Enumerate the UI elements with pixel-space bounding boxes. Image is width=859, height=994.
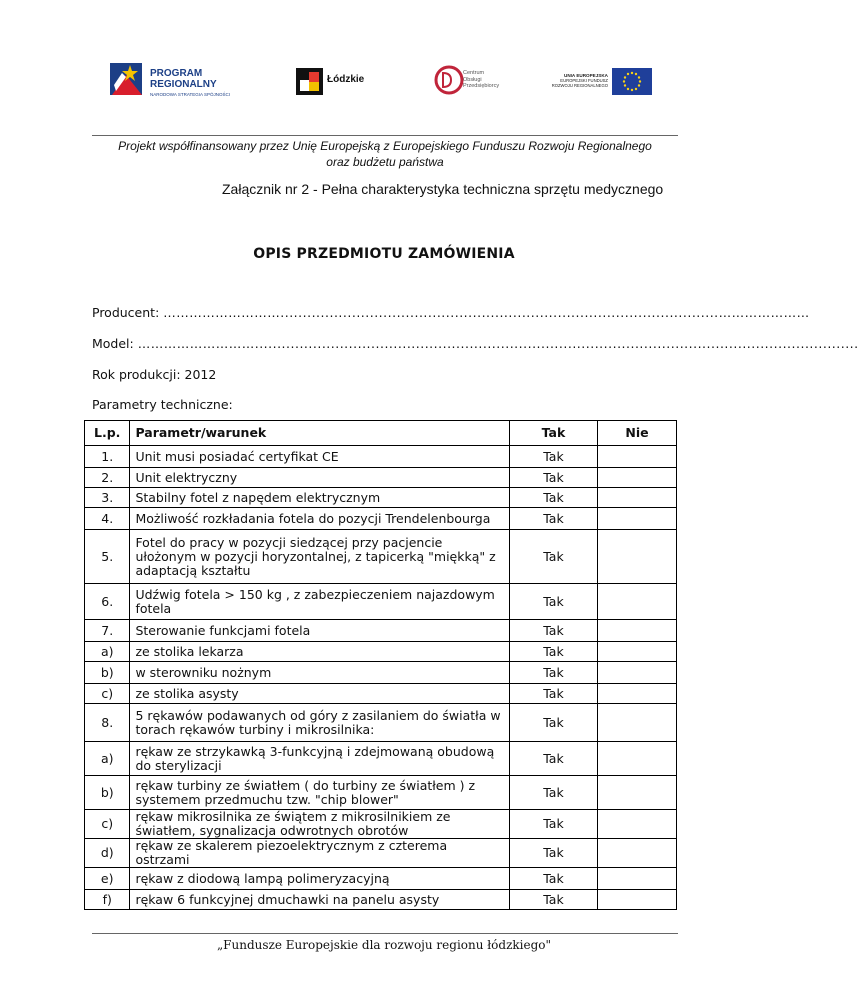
lodzkie-emblem-icon [296,68,323,95]
row-lp: a) [85,642,130,662]
row-lp: d) [85,839,130,868]
table-row [85,776,677,810]
table-row [85,868,677,890]
row-tak: Tak [509,890,597,910]
eu-flag-icon [612,68,652,95]
table-row [85,584,677,620]
row-lp: 7. [85,620,130,642]
row-tak: Tak [509,776,597,810]
centrum-obslugi-text: Centrum Obsługi Przedsiębiorcy [463,70,500,89]
row-lp: 1. [85,446,130,468]
row-lp: e) [85,868,130,890]
row-tak: Tak [509,742,597,776]
row-param: rękaw mikrosilnika ze świątem z mikrosilnikiem ze światłem, sygnalizacja odwrotnych obrotów [130,810,509,839]
row-param: Sterowanie funkcjami fotela [130,620,509,642]
row-nie [598,620,677,642]
row-param: rękaw ze skalerem piezoelektrycznym z czterema ostrzami [130,839,509,868]
table-body [85,446,677,910]
production-year: Rok produkcji: 2012 [92,367,217,382]
eu-logo-text: UNIA EUROPEJSKA EUROPEJSKI FUNDUSZ ROZWOJU REGIONALNEGO [551,73,608,88]
row-lp: 8. [85,704,130,742]
row-tak: Tak [509,868,597,890]
row-nie [598,776,677,810]
table-row [85,530,677,584]
table-row [85,839,677,868]
table-row [85,662,677,684]
row-param: Unit elektryczny [130,468,509,488]
requirements-table [84,420,677,910]
attachment-title: Załącznik nr 2 - Pełna charakterystyka techniczna sprzętu medycznego [222,181,664,197]
table-row [85,446,677,468]
table-row [85,508,677,530]
row-lp: b) [85,662,130,684]
row-tak: Tak [509,704,597,742]
logo-bar [100,58,660,102]
row-lp: f) [85,890,130,910]
row-nie [598,488,677,508]
lodzkie-name: Łódzkie [327,74,365,85]
program-regionalny-title: PROGRAM REGIONALNY [150,68,217,90]
row-tak: Tak [509,662,597,684]
row-tak: Tak [509,584,597,620]
row-tak: Tak [509,810,597,839]
row-param: rękaw turbiny ze światłem ( do turbiny ze światłem ) z systemem przedmuchu tzw. "chip blower" [130,776,509,810]
table-header-row [85,421,677,446]
row-tak: Tak [509,620,597,642]
row-lp: c) [85,684,130,704]
row-nie [598,868,677,890]
program-regionalny-logo [108,58,248,102]
table-row [85,488,677,508]
table-row [85,684,677,704]
producer-field [92,305,810,320]
row-tak: Tak [509,468,597,488]
row-tak: Tak [509,446,597,468]
row-tak: Tak [509,642,597,662]
row-tak: Tak [509,508,597,530]
header-tak: Tak [509,421,597,446]
producer-label: Producent: [92,305,164,320]
row-nie [598,684,677,704]
row-param: rękaw 6 funkcyjnej dmuchawki na panelu asysty [130,890,509,910]
row-tak: Tak [509,839,597,868]
table-row [85,468,677,488]
header-nie: Nie [598,421,677,446]
row-nie [598,584,677,620]
row-param: Stabilny fotel z napędem elektrycznym [130,488,509,508]
row-lp: 3. [85,488,130,508]
producer-blank: ………………………..................................................................................................………………… [163,305,810,320]
header-lp: L.p. [85,421,130,446]
row-nie [598,468,677,488]
row-param: rękaw ze strzykawką 3-funkcyjną i zdejmowaną obudową do sterylizacji [130,742,509,776]
lodzkie-logo [296,58,376,102]
program-regionalny-emblem-icon [108,61,144,97]
header-param: Parametr/warunek [130,421,509,446]
table-row [85,810,677,839]
row-lp: 4. [85,508,130,530]
row-nie [598,890,677,910]
table-row [85,890,677,910]
row-nie [598,810,677,839]
row-nie [598,839,677,868]
row-nie [598,642,677,662]
row-lp: 6. [85,584,130,620]
row-lp: 5. [85,530,130,584]
model-blank: ………………………....................................................................................................................................... [137,336,859,351]
table-row [85,704,677,742]
row-nie [598,530,677,584]
row-lp: a) [85,742,130,776]
table-row [85,642,677,662]
program-regionalny-tagline: NARODOWA STRATEGIA SPÓJNOŚCI [150,92,231,97]
model-label: Model: [92,336,138,351]
table-row [85,620,677,642]
row-param: Udźwig fotela > 150 kg , z zabezpieczeniem najazdowym fotela [130,584,509,620]
row-tak: Tak [509,530,597,584]
row-nie [598,446,677,468]
row-param: Możliwość rozkładania fotela do pozycji Trendelenbourga [130,508,509,530]
header-divider [92,135,678,136]
footer-divider [92,933,678,934]
model-field [92,336,859,351]
eu-logo [544,58,656,102]
table-row [85,742,677,776]
row-lp: c) [85,810,130,839]
row-tak: Tak [509,488,597,508]
row-param: ze stolika asysty [130,684,509,704]
row-param: Fotel do pracy w pozycji siedzącej przy pacjencie ułożonym w pozycji horyzontalnej, z tapicerką "miękką" z adaptacją kształtu [130,530,509,584]
footer-slogan: „Fundusze Europejskie dla rozwoju regionu łódzkiego" [216,938,552,952]
row-nie [598,662,677,684]
row-nie [598,704,677,742]
params-heading: Parametry techniczne: [92,397,233,412]
centrum-obslugi-ring-icon [433,64,465,96]
row-lp: 2. [85,468,130,488]
row-nie [598,742,677,776]
cofinancing-note: Projekt współfinansowany przez Unię Europejską z Europejskiego Funduszu Rozwoju Regionalnego oraz budżetu państwa [118,139,652,169]
row-param: 5 rękawów podawanych od góry z zasilaniem do światła w torach rękawów turbiny i mikrosilnika: [130,704,509,742]
row-param: Unit musi posiadać certyfikat CE [130,446,509,468]
row-lp: b) [85,776,130,810]
page-title: OPIS PRZEDMIOTU ZAMÓWIENIA [253,246,515,262]
row-tak: Tak [509,684,597,704]
centrum-obslugi-logo [433,58,513,102]
row-param: ze stolika lekarza [130,642,509,662]
row-param: rękaw z diodową lampą polimeryzacyjną [130,868,509,890]
row-nie [598,508,677,530]
row-param: w sterowniku nożnym [130,662,509,684]
